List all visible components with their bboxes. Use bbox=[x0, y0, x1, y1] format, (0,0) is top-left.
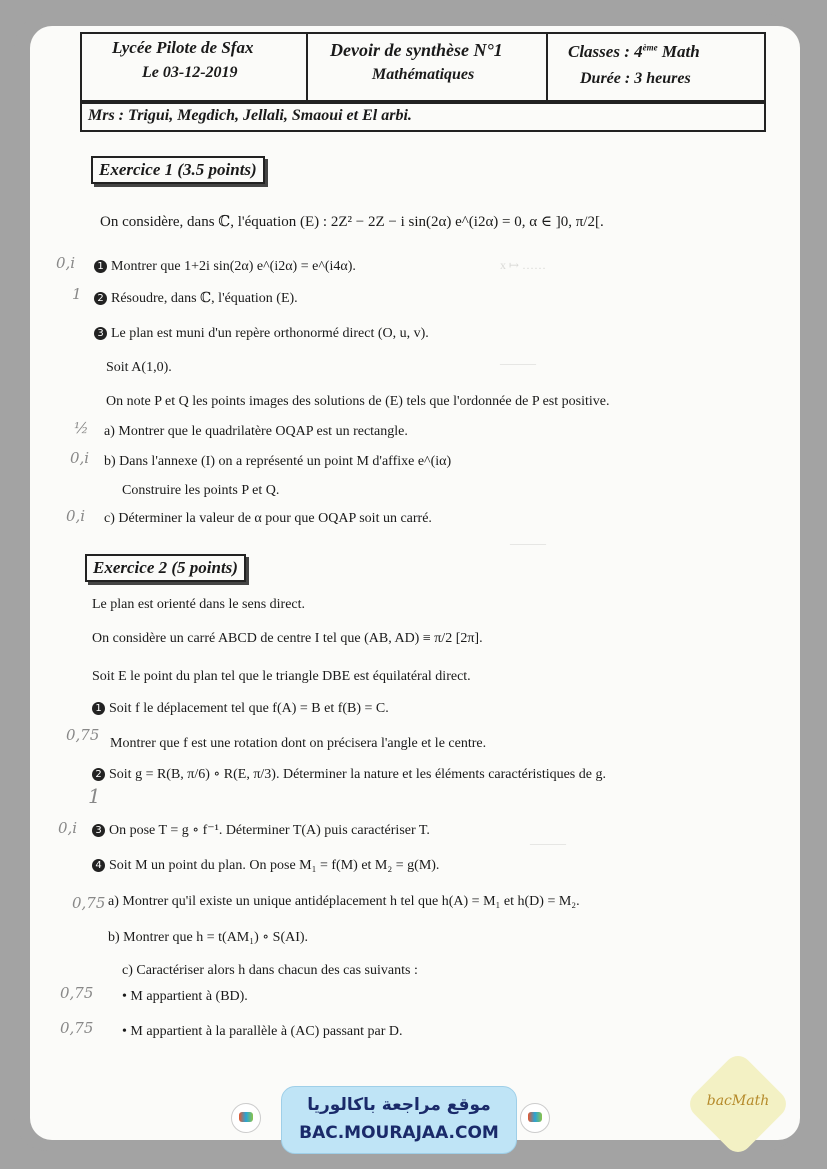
header-box bbox=[80, 32, 766, 102]
class-label: Classes : 4ème Math bbox=[568, 42, 700, 61]
site-logo-icon bbox=[231, 1103, 261, 1133]
ex2-q4b: b) Montrer que h = t(AM₁) ∘ S(AI). bbox=[108, 930, 309, 945]
number-2-icon: 2 bbox=[92, 768, 105, 781]
ex1-q3: 3 Le plan est muni d'un repère orthonormé direct (O, u, v). bbox=[94, 326, 429, 342]
number-3-icon: 3 bbox=[92, 824, 105, 837]
ex1-q3a: a) Montrer que le quadrilatère OQAP est un rectangle. bbox=[104, 424, 408, 439]
ex2-q4: 4 Soit M un point du plan. On pose M₁ = f(M) et M₂ = g(M). bbox=[92, 858, 439, 874]
ex2-case2: • M appartient à la parallèle à (AC) passant par D. bbox=[122, 1024, 403, 1039]
ex2-q1: 1 Soit f le déplacement tel que f(A) = B et f(B) = C. bbox=[92, 701, 389, 717]
grade-mark: ½ bbox=[74, 419, 89, 437]
ex2-q3: 3 On pose T = g ∘ f⁻¹. Déterminer T(A) puis caractériser T. bbox=[92, 822, 430, 839]
class-cell bbox=[550, 34, 764, 100]
duration: Durée : 3 heures bbox=[580, 70, 691, 87]
ex1-q3b-construct: Construire les points P et Q. bbox=[122, 483, 280, 498]
ex1-q2: 2 Résoudre, dans ℂ, l'équation (E). bbox=[94, 290, 298, 307]
grade-mark: 0,i bbox=[70, 449, 90, 467]
ex2-l2: On considère un carré ABCD de centre I tel que (AB, AD) ≡ π/2 [2π]. bbox=[92, 631, 483, 646]
ex2-case1: • M appartient à (BD). bbox=[122, 989, 248, 1004]
ex1-q3b: b) Dans l'annexe (I) on a représenté un point M d'affixe e^(iα) bbox=[104, 454, 452, 469]
ex2-q4c: c) Caractériser alors h dans chacun des cas suivants : bbox=[122, 963, 418, 978]
ex1-q3-point: Soit A(1,0). bbox=[106, 360, 172, 375]
site-url[interactable]: BAC.MOURAJAA.COM bbox=[299, 1123, 499, 1143]
title-cell bbox=[310, 34, 548, 100]
exercise2-title: Exercice 2 (5 points) bbox=[85, 554, 246, 582]
number-1-icon: 1 bbox=[94, 260, 107, 273]
number-4-icon: 4 bbox=[92, 859, 105, 872]
ex2-q4a: a) Montrer qu'il existe un unique antidéplacement h tel que h(A) = M₁ et h(D) = M₂. bbox=[108, 894, 580, 909]
site-banner[interactable] bbox=[281, 1086, 517, 1154]
ex1-q3-def: On note P et Q les points images des solutions de (E) tels que l'ordonnée de P est positive. bbox=[106, 394, 610, 409]
grade-mark: 0,i bbox=[66, 507, 86, 525]
grade-mark: 0,75 bbox=[72, 894, 106, 912]
site-logo-icon bbox=[520, 1103, 550, 1133]
grade-mark: 0,75 bbox=[60, 1019, 94, 1037]
exam-title: Devoir de synthèse N°1 bbox=[330, 40, 503, 60]
ex1-intro: On considère, dans ℂ, l'équation (E) : 2Z² − 2Z − i sin(2α) e^(i2α) = 0, α ∈ ]0, π/2[. bbox=[100, 214, 604, 230]
exam-date: Le 03-12-2019 bbox=[142, 64, 238, 81]
number-3-icon: 3 bbox=[94, 327, 107, 340]
subject: Mathématiques bbox=[372, 66, 475, 83]
ex2-q2: 2 Soit g = R(B, π/6) ∘ R(E, π/3). Déterminer la nature et les éléments caractéristiques de g. bbox=[92, 766, 606, 783]
grade-mark: 0,75 bbox=[60, 984, 94, 1002]
number-2-icon: 2 bbox=[94, 292, 107, 305]
bacmath-label: bacMath bbox=[706, 1093, 770, 1109]
school-cell bbox=[82, 34, 308, 100]
teachers: Mrs : Trigui, Megdich, Jellali, Smaoui et El arbi. bbox=[88, 107, 412, 124]
ex2-l3: Soit E le point du plan tel que le triangle DBE est équilatéral direct. bbox=[92, 669, 471, 684]
ex2-l1: Le plan est orienté dans le sens direct. bbox=[92, 597, 306, 612]
grade-mark: 0,i bbox=[56, 254, 76, 272]
grade-mark: 0,i bbox=[58, 819, 78, 837]
site-name-arabic: موقع مراجعة باكالوريا bbox=[307, 1095, 491, 1115]
exam-sheet: x ↦ …… ——— ——— ——— Lycée Pilote de Sfax Le 03-12-2019 Devoir de synthèse N°1 Mathématiques Classes : 4ème Math Durée : 3 heures Mrs : Trigui, Megdich, Jellali, Smaoui et El arbi. Exercice 1 (3.5 points) On considère, dans ℂ, l'équation (E) : 2Z² − 2Z − i sin(2α) e^(i2α) = 0, α ∈ ]0, π/2[. 0,i 1 Montrer que 1+2i sin(2α) e^(i2α) = e^(i4α). 1 2 Résoudre, dans ℂ, l'équation (E). 3 Le plan est muni d'un repère orthonormé direct (O, u, v). Soit A(1,0). On note P et Q les points images des solutions de (E) tels que l'ordonnée de P est positive. ½ a) Montrer que le quadrilatère OQAP est un rectangle. 0,i b) Dans l'annexe (I) on a représenté un point M d'affixe e^(iα) Construire les points P et Q. 0,i c) Déterminer la valeur de α pour que OQAP soit un carré. Exercice 2 (5 points) Le plan est orienté dans le sens direct. On considère un carré ABCD de centre I tel que (AB, AD) ≡ π/2 [2π]. Soit E le point du plan tel que le triangle DBE est équilatéral direct. 1 Soit f le déplacement tel que f(A) = B et f(B) = C. 0,75 Montrer que f est une rotation dont on précisera l'angle et le centre. 2 Soit g = R(B, π/6) ∘ R(E, π/3). Déterminer la nature et les éléments caractéristiques de g. 1 0,i 3 On pose T = g ∘ f⁻¹. Déterminer T(A) puis caractériser T. 4 Soit M un point du plan. On pose M₁ = f(M) et M₂ = g(M). 0,75 a) Montrer qu'il existe un unique antidéplacement h tel que h(A) = M₁ et h(D) = M₂. b) Montrer que h = t(AM₁) ∘ S(AI). c) Caractériser alors h dans chacun des cas suivants : 0,75 • M appartient à (BD). 0,75 • M appartient à la parallèle à (AC) passant par D. bbox=[30, 26, 800, 1140]
grade-mark: 1 bbox=[88, 784, 101, 808]
grade-mark: 1 bbox=[72, 285, 82, 303]
teachers-box bbox=[80, 102, 766, 132]
exercise1-title: Exercice 1 (3.5 points) bbox=[91, 156, 265, 184]
number-1-icon: 1 bbox=[92, 702, 105, 715]
ex1-q1: 1 Montrer que 1+2i sin(2α) e^(i2α) = e^(i4α). bbox=[94, 259, 356, 275]
grade-mark: 0,75 bbox=[66, 726, 100, 744]
ex1-q3c: c) Déterminer la valeur de α pour que OQAP soit un carré. bbox=[104, 511, 432, 526]
school-name: Lycée Pilote de Sfax bbox=[112, 38, 254, 57]
ex2-q1b: Montrer que f est une rotation dont on précisera l'angle et le centre. bbox=[110, 736, 487, 751]
